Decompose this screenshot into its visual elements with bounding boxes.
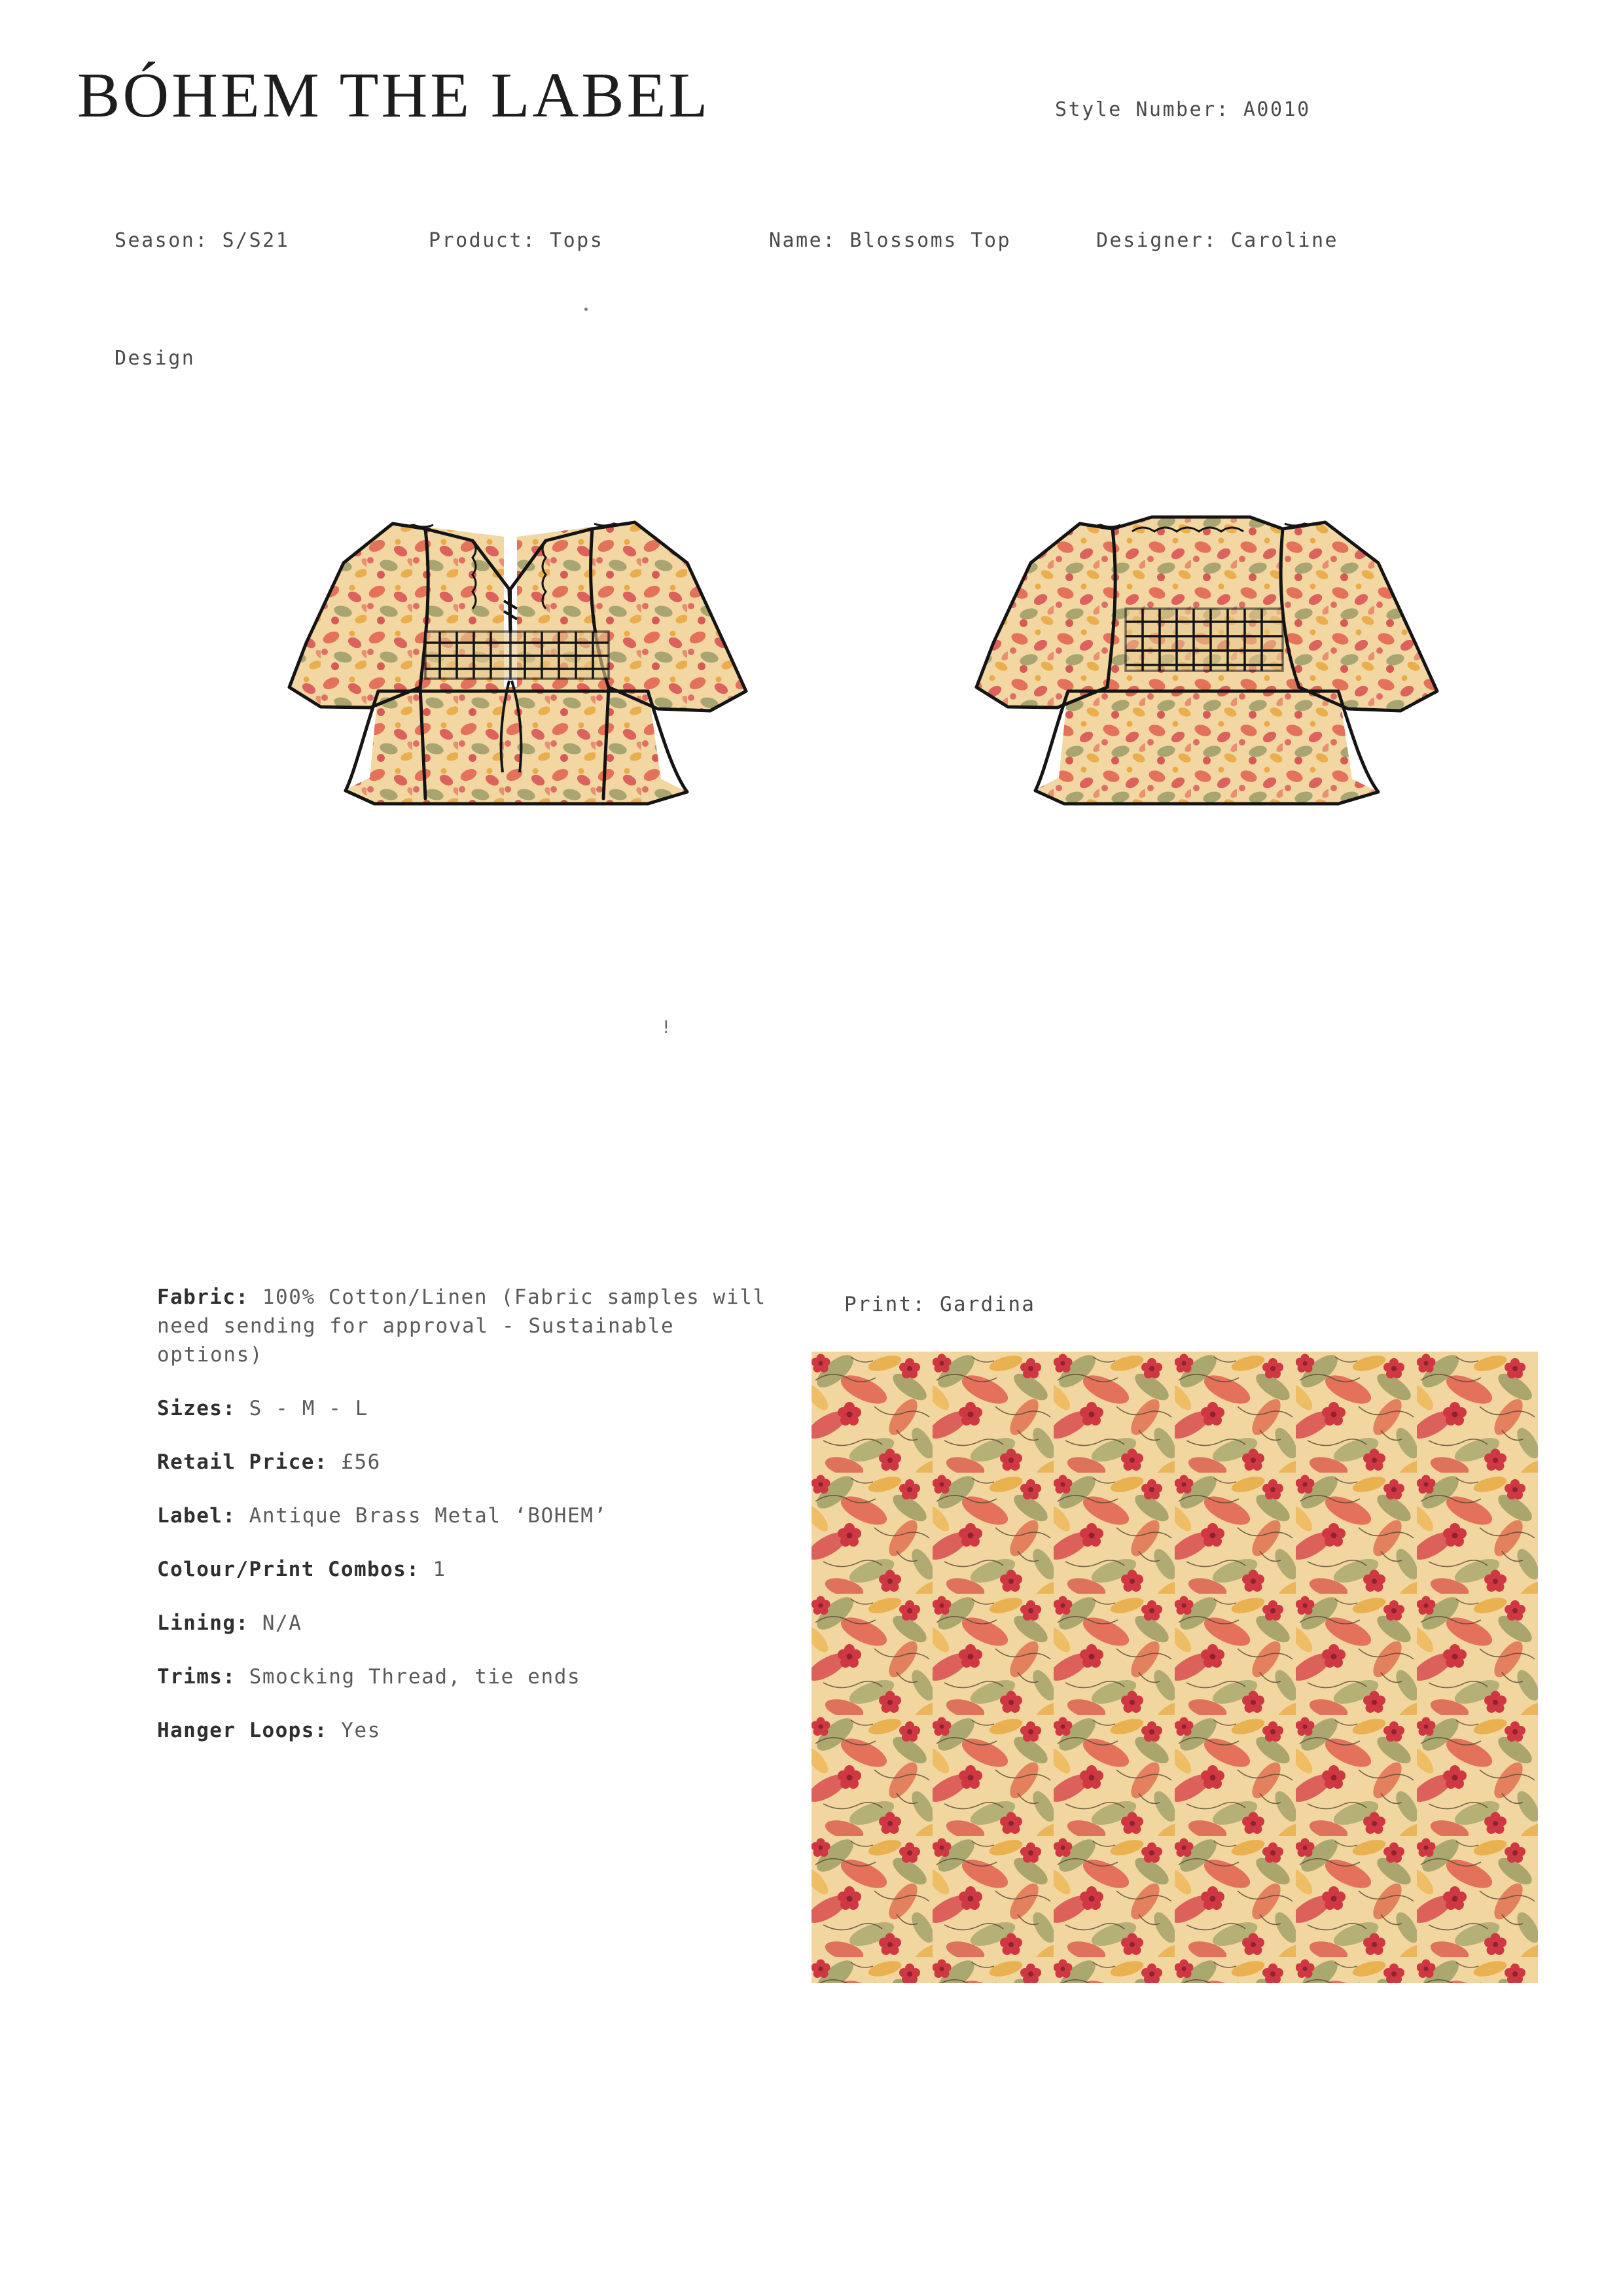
spec-label-sizes: Sizes:: [157, 1397, 236, 1421]
spec-row-label: [157, 1501, 785, 1530]
spec-row-retail-price: [157, 1448, 785, 1477]
garment-back-illustration: [916, 491, 1577, 975]
spec-label-trims: Trims:: [157, 1665, 236, 1689]
spec-row-trims: [157, 1662, 785, 1691]
spec-label-fabric: Fabric:: [157, 1285, 249, 1309]
spec-list: [157, 1283, 785, 1770]
style-number: Style Number: A0010: [1055, 98, 1311, 121]
spec-value-fabric: 100% Cotton/Linen (Fabric samples will need sending for approval - Sustainable options): [157, 1285, 766, 1367]
meta-row: [115, 229, 1522, 252]
meta-name: Name: Blossoms Top: [769, 229, 1012, 252]
spec-value-sizes: S - M - L: [236, 1397, 369, 1421]
spec-value-colour-print-combos: 1: [419, 1558, 446, 1582]
spec-value-hanger-loops: Yes: [327, 1719, 381, 1743]
spec-row-lining: [157, 1609, 785, 1638]
spec-label-lining: Lining:: [157, 1611, 249, 1636]
meta-designer: Designer: Caroline: [1096, 229, 1339, 252]
gardina-print-swatch: [812, 1352, 1538, 1983]
spec-label-retail-price: Retail Price:: [157, 1450, 328, 1475]
meta-product: Product: Tops: [429, 229, 604, 252]
spec-label-label: Label:: [157, 1504, 236, 1528]
spec-label-hanger-loops: Hanger Loops:: [157, 1719, 328, 1743]
spec-value-trims: Smocking Thread, tie ends: [236, 1665, 581, 1689]
meta-season: Season: S/S21: [115, 229, 290, 252]
garment-illustration-area: [196, 484, 1571, 982]
spec-row-sizes: [157, 1394, 785, 1423]
page-title: BÓHEM THE LABEL: [77, 60, 711, 131]
stray-dot-mark: [584, 308, 588, 311]
spec-row-hanger-loops: [157, 1716, 785, 1745]
print-label: Print: Gardina: [844, 1293, 1036, 1316]
spec-value-label: Antique Brass Metal ‘BOHEM’: [236, 1504, 607, 1528]
spec-row-colour-print-combos: [157, 1555, 785, 1584]
spec-row-fabric: [157, 1283, 785, 1369]
spec-label-colour-print-combos: Colour/Print Combos:: [157, 1558, 420, 1582]
spec-value-lining: N/A: [249, 1611, 302, 1636]
meta-designer-wrap: Design: [115, 347, 196, 370]
spec-value-retail-price: £56: [327, 1450, 381, 1475]
garment-front-illustration: [229, 491, 890, 975]
stray-mark: !: [661, 1018, 671, 1037]
